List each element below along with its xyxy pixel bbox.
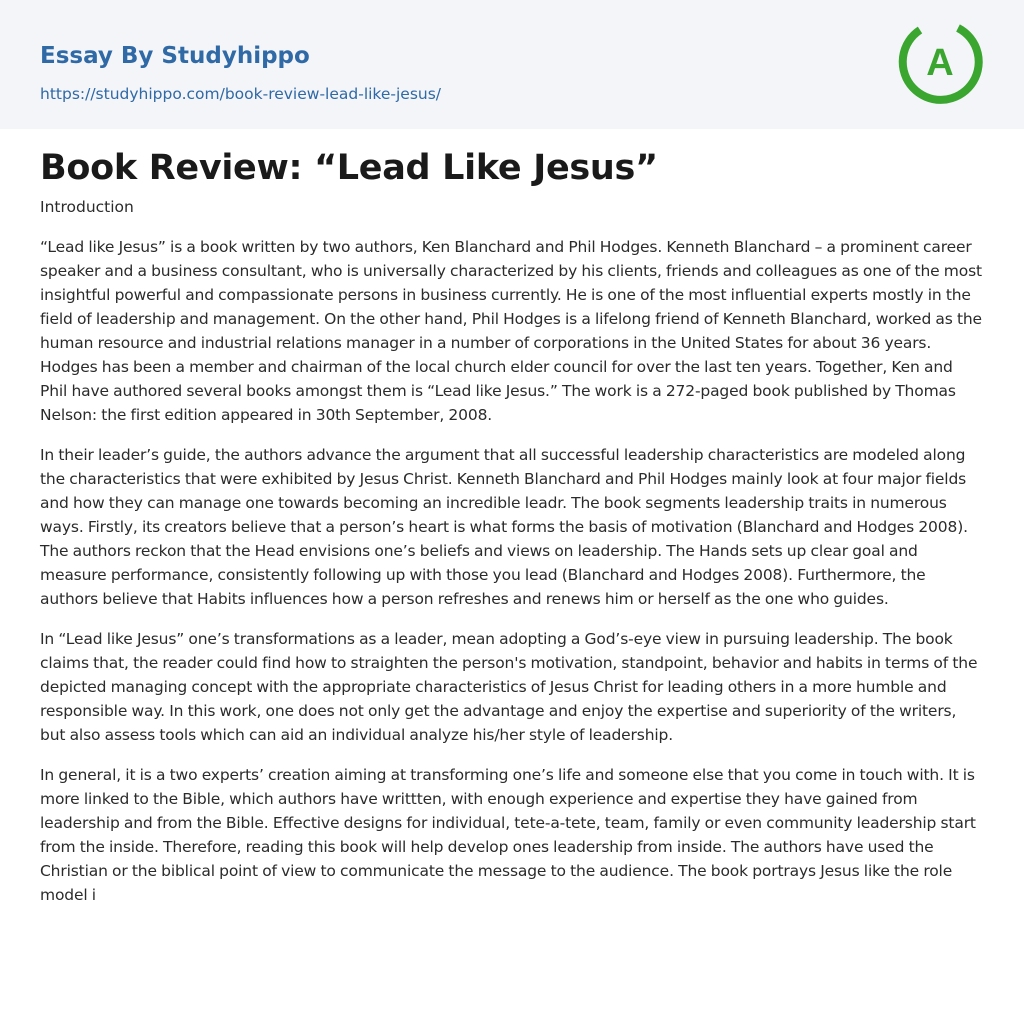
studyhippo-logo[interactable] [896,18,986,108]
paragraph: In general, it is a two experts’ creation aiming at transforming one’s life and someone else that you come in touch with. It is more linked to the Bible, which authors have writtten, with enough experience and expertise they have gained from leadership and from the Bible. Effective designs for individual, tete-a-tete, team, family or even community leadership start from the inside. Therefore, reading this book will help develop ones leadership from inside. The authors have used the Christian or the biblical point of view to communicate the message to the audience. The book portrays Jesus like the role model i [40,766,976,904]
logo-letter: A [926,42,954,84]
paragraph: In their leader’s guide, the authors advance the argument that all successful leadership characteristics are modeled along the characteristics that were exhibited by Jesus Christ. Kenneth Blanchard and Phil Hodges mainly look at four major fields and how they can manage one towards becoming an incredible leadr. The book segments leadership traits in numerous ways. Firstly, its creators believe that a person’s heart is what forms the basis of motivation (Blanchard and Hodges 2008). The authors reckon that the Head envisions one’s beliefs and views on leadership. The Hands sets up clear goal and measure performance, consistently following up with those you lead (Blanchard and Hodges 2008). Furthermore, the authors believe that Habits influences how a person refreshes and renews him or herself as the one who guides. [40,446,968,608]
paragraph: In “Lead like Jesus” one’s transformations as a leader, mean adopting a God’s-eye view in pursuing leadership. The book claims that, the reader could find how to straighten the person's motivation, standpoint, behavior and habits in terms of the depicted managing concept with the appropriate characteristics of Jesus Christ for leading others in a more humble and responsible way. In this work, one does not only get the advantage and enjoy the expertise and superiority of the writers, but also assess tools which can aid an individual analyze his/her style of leadership. [40,630,978,744]
paragraph: “Lead like Jesus” is a book written by two authors, Ken Blanchard and Phil Hodges. Kenneth Blanchard – a prominent career speaker and a business consultant, who is universally characterized by his clients, friends and colleagues as one of the most insightful powerful and compassionate persons in business currently. He is one of the most influential experts mostly in the field of leadership and management. On the other hand, Phil Hodges is a lifelong friend of Kenneth Blanchard, worked as the human resource and industrial relations manager in a number of corporations in the United States for about 36 years. Hodges has been a member and chairman of the local church elder council for over the last ten years. Together, Ken and Phil have authored several books amongst them is “Lead like Jesus.” The work is a 272-paged book published by Thomas Nelson: the first edition appeared in 30th September, 2008. [40,238,982,424]
article-body [40,195,984,923]
section-heading: Introduction [40,198,134,216]
article-title: Book Review: “Lead Like Jesus” [40,148,658,188]
site-name[interactable]: Essay By Studyhippo [40,43,310,69]
page-url-link[interactable]: https://studyhippo.com/book-review-lead-like-jesus/ [40,85,442,103]
